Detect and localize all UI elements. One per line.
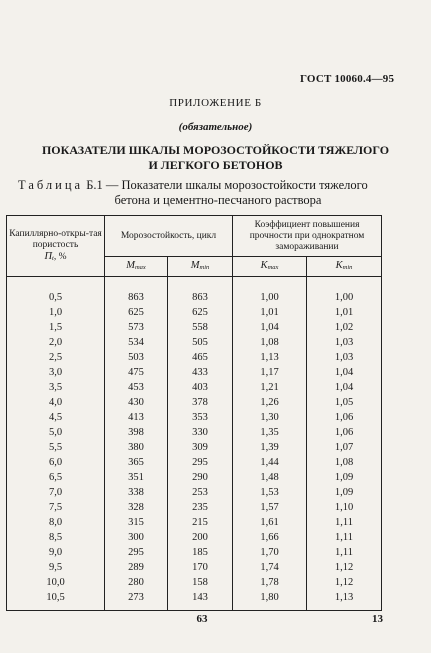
table-cell: 5,5 [7,440,105,455]
table-cell: 8,5 [7,530,105,545]
table-cell: 534 [105,335,168,350]
table-row [7,365,382,380]
table-cell: 1,11 [307,530,382,545]
porosity-symbol: П [44,250,53,262]
table-cell: 1,13 [307,590,382,611]
sheet-number: 13 [372,613,383,625]
table-cell: 170 [168,560,233,575]
table-cell: 10,5 [7,590,105,611]
subheader-cell [233,257,307,277]
table-cell: 6,0 [7,455,105,470]
table-cell: 1,21 [233,380,307,395]
table-row [7,455,382,470]
subheader-subscript: max [134,264,146,271]
table-cell: 1,05 [307,395,382,410]
table-row [7,485,382,500]
table-cell: 505 [168,335,233,350]
table-cell: 215 [168,515,233,530]
table-cell: 1,08 [233,335,307,350]
table-cell: 573 [105,320,168,335]
table-cell: 290 [168,470,233,485]
table-cell: 1,00 [233,277,307,306]
table-cell: 365 [105,455,168,470]
table-cell: 403 [168,380,233,395]
table-row [7,305,382,320]
table-cell: 1,26 [233,395,307,410]
heading-line-2: И ЛЕГКОГО БЕТОНОВ [148,158,283,172]
table-cell: 1,09 [307,485,382,500]
table-cell: 338 [105,485,168,500]
table-row [7,575,382,590]
table-cell: 1,03 [307,350,382,365]
table-row [7,425,382,440]
page-number: 63 [196,613,208,625]
table-row [7,277,382,306]
table-row [7,530,382,545]
appendix-title: ПРИЛОЖЕНИЕ Б [169,97,262,109]
table-cell: 465 [168,350,233,365]
table-cell: 1,5 [7,320,105,335]
table-cell: 4,0 [7,395,105,410]
table-cell: 1,53 [233,485,307,500]
table-cell: 280 [105,575,168,590]
table-cell: 1,30 [233,410,307,425]
table-cell: 7,0 [7,485,105,500]
porosity-header [7,216,105,277]
subheader-symbol: M [190,260,200,271]
table-cell: 475 [105,365,168,380]
table-row [7,410,382,425]
table-cell: 6,5 [7,470,105,485]
table-cell: 295 [168,455,233,470]
table-cell: 1,00 [307,277,382,306]
table-cell: 863 [105,277,168,306]
table-cell: 2,5 [7,350,105,365]
table-cell: 200 [168,530,233,545]
subheader-subscript: min [342,264,353,271]
table-cell: 315 [105,515,168,530]
table-cell: 1,02 [307,320,382,335]
table-row [7,500,382,515]
table-cell: 1,01 [307,305,382,320]
table-cell: 1,70 [233,545,307,560]
table-cell: 1,35 [233,425,307,440]
table-row [7,545,382,560]
subheader-cell [105,257,168,277]
table-cell: 1,04 [307,365,382,380]
table-cell: 1,11 [307,515,382,530]
table-cell: 625 [105,305,168,320]
table-cell: 2,0 [7,335,105,350]
table-cell: 1,57 [233,500,307,515]
table-row [7,515,382,530]
table-cell: 1,12 [307,560,382,575]
table-cell: 413 [105,410,168,425]
table-row [7,560,382,575]
table-cell: 1,07 [307,440,382,455]
table-row [7,320,382,335]
table-cell: 10,0 [7,575,105,590]
table-cell: 1,09 [307,470,382,485]
table-row [7,350,382,365]
table-cell: 558 [168,320,233,335]
table-cell: 1,04 [233,320,307,335]
table-cell: 3,0 [7,365,105,380]
porosity-unit: , % [53,251,67,262]
table-row [7,440,382,455]
table-cell: 235 [168,500,233,515]
table-cell: 1,06 [307,410,382,425]
subheader-symbol: K [335,260,343,271]
table-cell: 1,0 [7,305,105,320]
table-cell: 863 [168,277,233,306]
table-row [7,470,382,485]
table-cell: 353 [168,410,233,425]
frost-resistance-table [6,215,382,611]
table-cell: 289 [105,560,168,575]
table-cell: 1,39 [233,440,307,455]
table-cell: 378 [168,395,233,410]
table-row [7,335,382,350]
table-cell: 1,66 [233,530,307,545]
frost-resistance-header: Морозостойкость, цикл [105,216,233,257]
table-cell: 433 [168,365,233,380]
table-cell: 1,06 [307,425,382,440]
table-cell: 9,5 [7,560,105,575]
table-cell: 253 [168,485,233,500]
table-cell: 273 [105,590,168,611]
table-cell: 1,01 [233,305,307,320]
heading-line-1: ПОКАЗАТЕЛИ ШКАЛЫ МОРОЗОСТОЙКОСТИ ТЯЖЕЛОГО [41,143,390,157]
subheader-symbol: M [126,260,135,271]
subheader-subscript: min [199,264,210,271]
table-cell: 295 [105,545,168,560]
table-cell: 1,80 [233,590,307,611]
table-cell: 398 [105,425,168,440]
subheader-cell [307,257,382,277]
table-cell: 1,03 [307,335,382,350]
table-cell: 1,74 [233,560,307,575]
table-cell: 4,5 [7,410,105,425]
table-cell: 0,5 [7,277,105,306]
table-cell: 158 [168,575,233,590]
table-cell: 5,0 [7,425,105,440]
table-cell: 328 [105,500,168,515]
table-cell: 453 [105,380,168,395]
table-row [7,395,382,410]
table-cell: 1,11 [307,545,382,560]
subheader-subscript: max [267,264,279,271]
subheader-symbol: K [260,260,268,271]
table-cell: 309 [168,440,233,455]
table-cell: 1,17 [233,365,307,380]
subheader-cell [168,257,233,277]
caption-line-1: Показатели шкалы морозостойкости тяжелого [121,178,368,192]
table-cell: 330 [168,425,233,440]
table-cell: 1,13 [233,350,307,365]
table-cell: 430 [105,395,168,410]
table-cell: 7,5 [7,500,105,515]
table-cell: 380 [105,440,168,455]
standard-number: ГОСТ 10060.4—95 [300,73,395,85]
table-cell: 9,0 [7,545,105,560]
table-cell: 1,48 [233,470,307,485]
table-cell: 1,08 [307,455,382,470]
table-cell: 1,10 [307,500,382,515]
table-cell: 300 [105,530,168,545]
section-heading [30,143,401,173]
table-cell: 8,0 [7,515,105,530]
table-cell: 503 [105,350,168,365]
table-caption [18,178,418,208]
table-cell: 1,61 [233,515,307,530]
porosity-symbol-sub: t [52,254,54,262]
appendix-status: (обязательное) [178,121,253,133]
table-cell: 351 [105,470,168,485]
strength-coefficient-header: Коэффициент повышения прочности при однократном замораживании [233,216,382,257]
table-cell: 1,44 [233,455,307,470]
table-cell: 1,12 [307,575,382,590]
caption-label: Таблица [18,178,84,192]
table-cell: 3,5 [7,380,105,395]
caption-line-2: бетона и цементно-песчаного раствора [114,193,322,207]
table-cell: 1,04 [307,380,382,395]
table-row [7,380,382,395]
table-cell: 143 [168,590,233,611]
table-cell: 625 [168,305,233,320]
table-row [7,590,382,611]
porosity-header-text: Капиллярно-откры-тая пористость [9,228,102,250]
caption-number: Б.1 — [83,178,122,192]
table-cell: 185 [168,545,233,560]
table-cell: 1,78 [233,575,307,590]
